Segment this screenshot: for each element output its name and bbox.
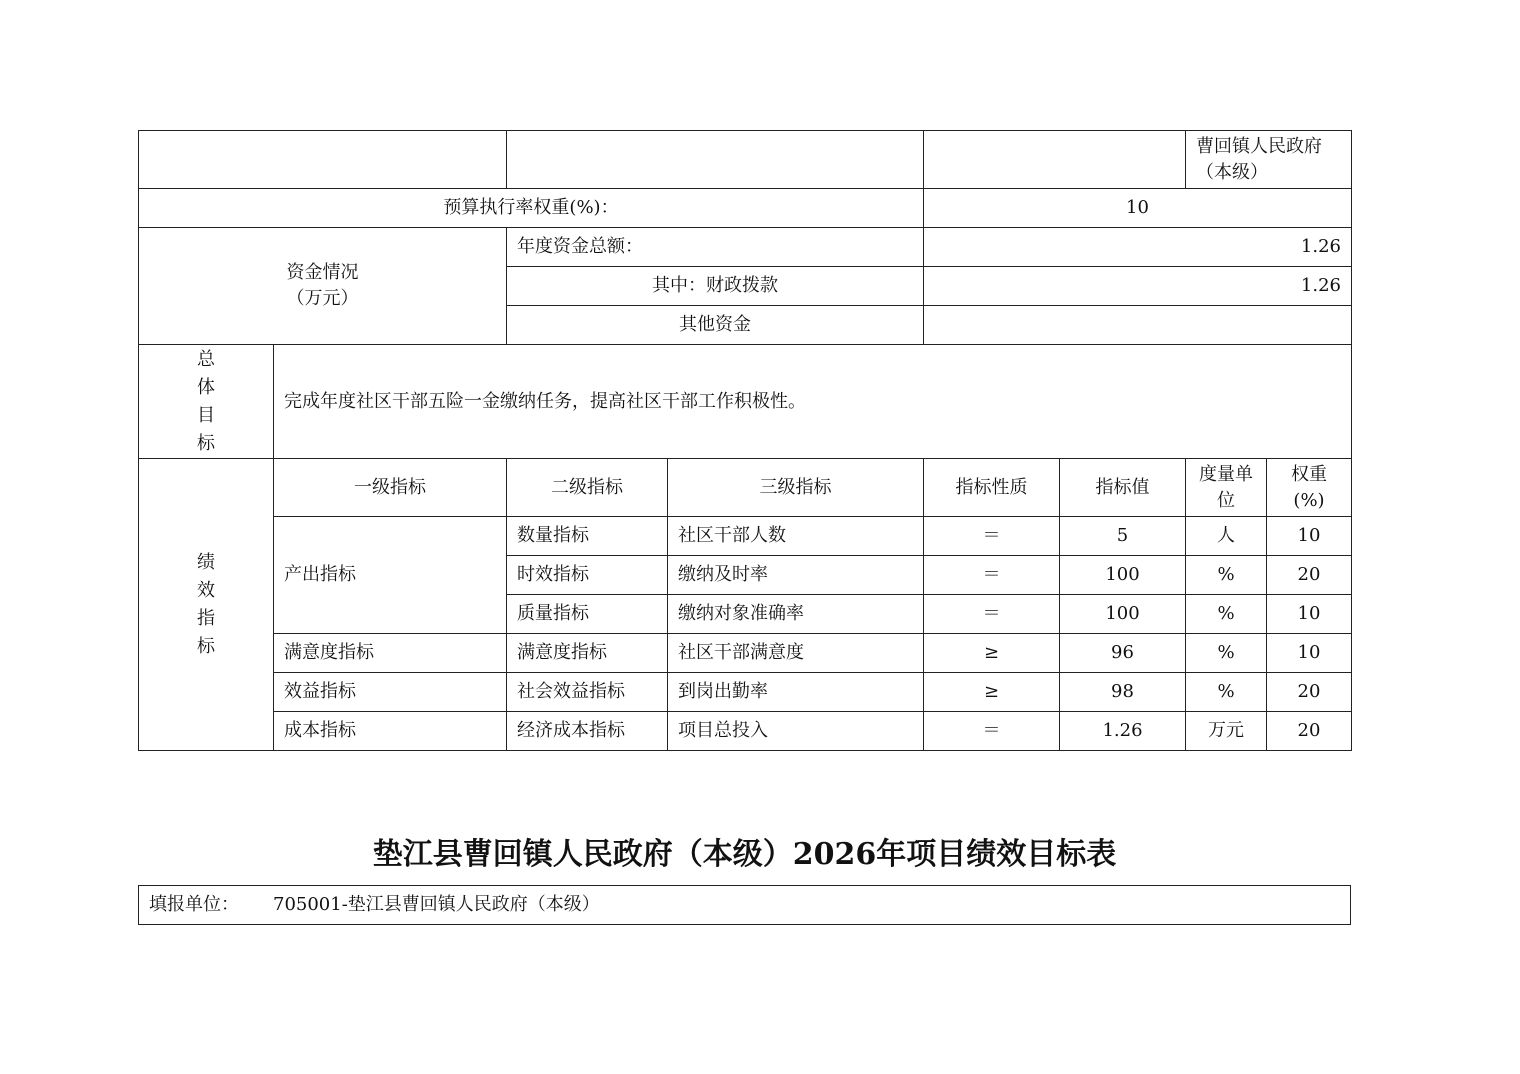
unit-label: 填报单位： [149,894,239,915]
value-cell: 100 [1060,595,1186,634]
goal-text: 完成年度社区干部五险一金缴纳任务，提高社区干部工作积极性。 [274,345,1352,459]
weight-cell: 20 [1267,556,1352,595]
funds-fiscal-value: 1.26 [924,267,1352,306]
perf-label-char: 指 [197,607,215,629]
table-row [139,673,1352,712]
unit-cell: 人 [1186,517,1267,556]
header-value: 指标值 [1060,459,1186,517]
level3-cell: 社区干部满意度 [668,634,924,673]
top-cell-1 [139,131,507,189]
nature-cell: ＝ [924,595,1060,634]
level1-cell: 满意度指标 [274,634,507,673]
header-level3: 三级指标 [668,459,924,517]
unit-row [139,886,1351,925]
table-row [139,517,1352,556]
header-weight-line1: 权重 [1291,463,1327,485]
table-row [139,634,1352,673]
header-unit-line1: 度量单 [1199,463,1253,485]
unit-cell: % [1186,634,1267,673]
weight-cell: 20 [1267,673,1352,712]
header-weight [1267,459,1352,517]
budget-rate-label: 预算执行率权重(%)： [139,189,924,228]
level2-cell: 社会效益指标 [507,673,668,712]
goal-row [139,345,1352,459]
level1-cell: 成本指标 [274,712,507,751]
perf-header-row [139,459,1352,517]
level3-cell: 项目总投入 [668,712,924,751]
goal-label-char: 标 [197,432,215,454]
value-cell: 96 [1060,634,1186,673]
funds-other-label: 其他资金 [507,306,924,345]
level2-cell: 质量指标 [507,595,668,634]
budget-rate-row [139,189,1352,228]
unit-cell: 万元 [1186,712,1267,751]
perf-label-char: 绩 [197,551,215,573]
header-nature: 指标性质 [924,459,1060,517]
level3-cell: 缴纳及时率 [668,556,924,595]
unit-value: 705001-垫江县曹回镇人民政府（本级） [273,894,600,915]
value-cell: 98 [1060,673,1186,712]
top-cell-3 [924,131,1186,189]
unit-cell: % [1186,673,1267,712]
funds-label-line1: 资金情况 [286,262,359,283]
nature-cell: ≥ [924,673,1060,712]
funds-row-total [139,228,1352,267]
goal-label-char: 目 [197,404,215,426]
level3-cell: 到岗出勤率 [668,673,924,712]
nature-cell: ＝ [924,517,1060,556]
header-weight-line2: (%) [1293,489,1325,511]
value-cell: 5 [1060,517,1186,556]
top-row [139,131,1352,189]
level2-cell: 满意度指标 [507,634,668,673]
table-row [139,712,1352,751]
perf-label-char: 标 [197,635,215,657]
top-cell-2 [507,131,924,189]
goal-label-cell [139,345,274,459]
funds-label-cell [139,228,507,345]
page-title: 垫江县曹回镇人民政府（本级）2026年项目绩效目标表 [372,837,1117,872]
weight-cell: 10 [1267,517,1352,556]
header-unit [1186,459,1267,517]
level3-cell: 缴纳对象准确率 [668,595,924,634]
weight-cell: 10 [1267,634,1352,673]
top-org-cell: 曹回镇人民政府（本级） [1186,131,1352,189]
level2-cell: 时效指标 [507,556,668,595]
goal-label-char: 体 [197,376,215,398]
weight-cell: 10 [1267,595,1352,634]
budget-rate-value: 10 [924,189,1352,228]
nature-cell: ＝ [924,712,1060,751]
level1-cell: 产出指标 [274,517,507,634]
level1-cell: 效益指标 [274,673,507,712]
nature-cell: ≥ [924,634,1060,673]
level2-cell: 经济成本指标 [507,712,668,751]
funds-total-label: 年度资金总额： [507,228,924,267]
header-level1: 一级指标 [274,459,507,517]
header-level2: 二级指标 [507,459,668,517]
unit-cell: % [1186,556,1267,595]
weight-cell: 20 [1267,712,1352,751]
value-cell: 1.26 [1060,712,1186,751]
unit-cell [139,886,1351,925]
header-unit-line2: 位 [1217,489,1235,511]
goal-label-char: 总 [197,348,215,370]
performance-table [138,130,1352,751]
level2-cell: 数量指标 [507,517,668,556]
perf-label-cell [139,459,274,751]
funds-fiscal-label: 其中：财政拨款 [507,267,924,306]
perf-label-char: 效 [197,579,215,601]
funds-other-value [924,306,1352,345]
unit-table [138,885,1351,925]
value-cell: 100 [1060,556,1186,595]
nature-cell: ＝ [924,556,1060,595]
unit-cell: % [1186,595,1267,634]
level3-cell: 社区干部人数 [668,517,924,556]
funds-total-value: 1.26 [924,228,1352,267]
funds-label-line2: （万元） [286,288,359,309]
